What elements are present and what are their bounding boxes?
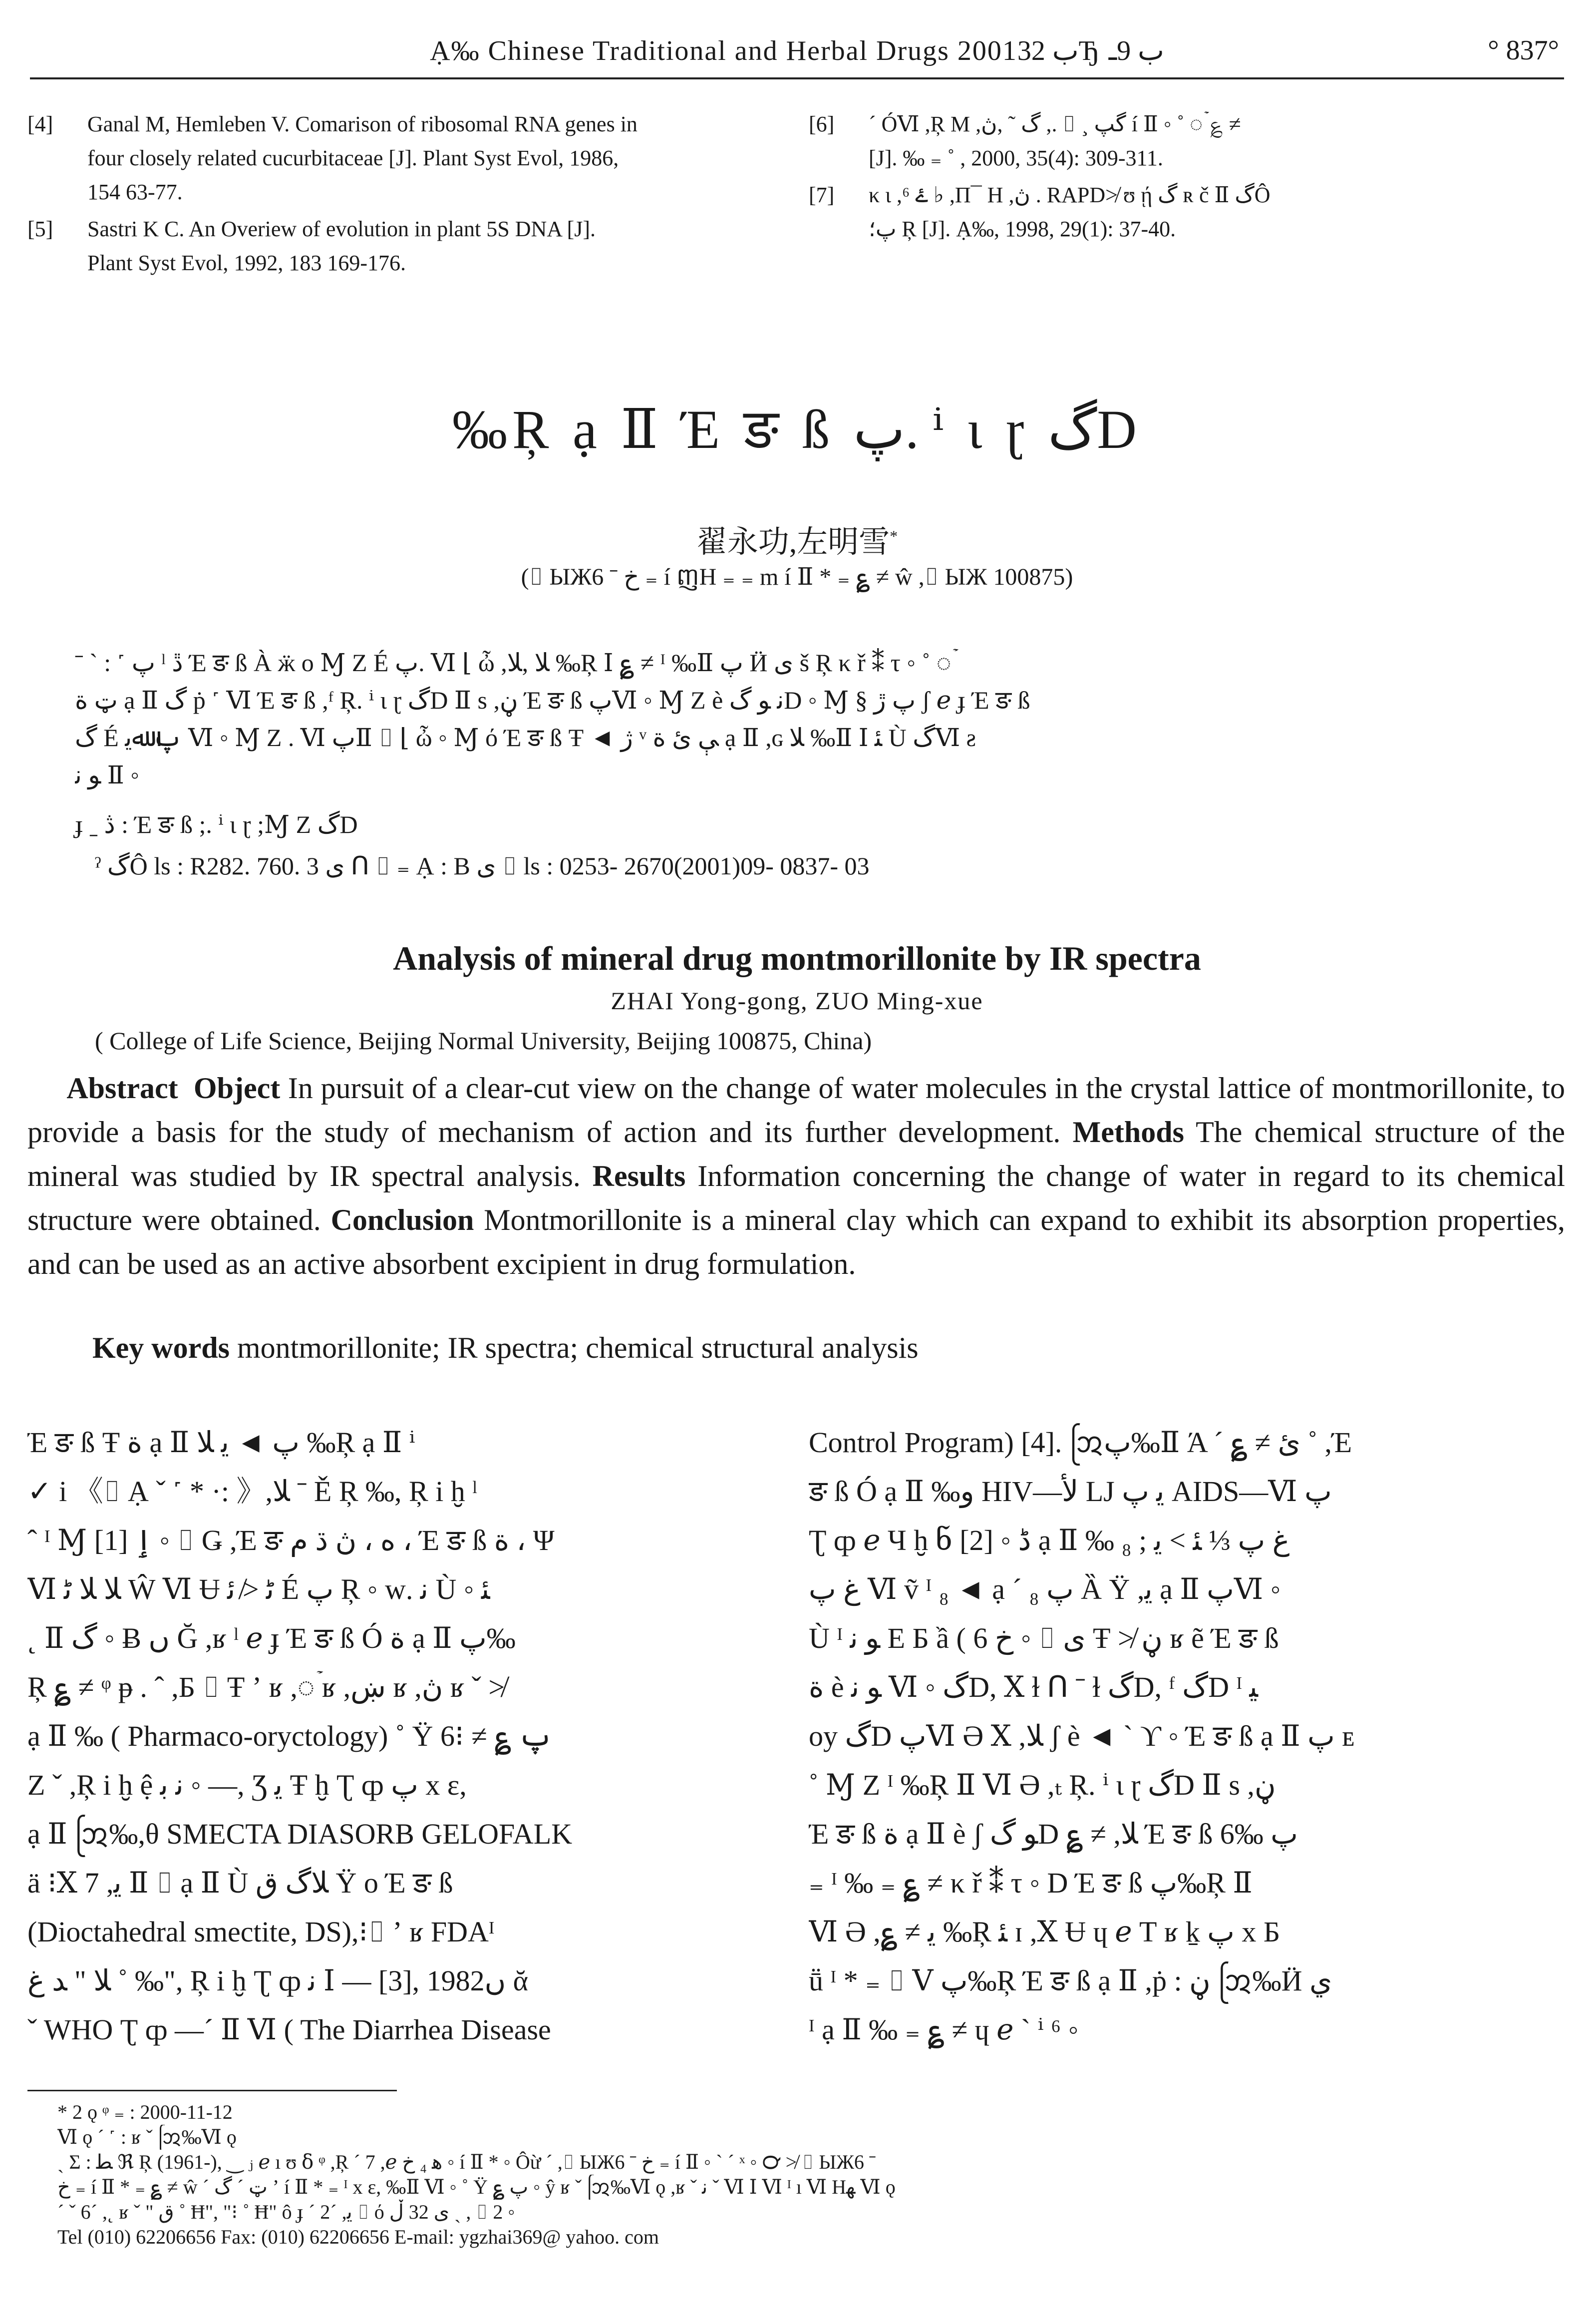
body-right-column — [809, 1418, 1568, 2054]
reference-line: [J]. ‰ ₌ ˚ , 2000, 35(4): 309-311. — [869, 146, 1163, 170]
body-line: ✓ i 《⌷ Ạ ˇ ˹ * ·: 》,ﻼ ˉ Ě Ŗ ‰, Ŗ i ḫ ˡ — [27, 1475, 477, 1508]
body-line: ˆ ᴵ Ɱ ٳ [1] ◦ ⌷ Ǥ ,Έ ङ ە ، ڽ ڌ م ، Έ ङ ß ة ، Ψ — [27, 1524, 555, 1556]
english-abstract — [27, 1066, 1565, 1286]
abstract-line: گ É پ ﷲﯾ Ⅵ ◦ Ɱ Ζ . Ⅵ پⅡ ⌷ ⌊ ὦ ◦ Ɱ ό Έ ङ ß Ŧ ◄ ژ ᵛ ﯥ ئ ة ạ Ⅱ ,ɢ ﻼ ‰Ⅱ Ⅰ ﺌ Ù گⅥ ƨ — [75, 724, 976, 752]
body-line: Έ ङ ß ة ạ Ⅱ è ʃ ﻮ گD ؏ ≠ ,ﻼ Έ ङ ß پ ‰6 — [809, 1818, 1298, 1850]
results-label: Results — [592, 1160, 686, 1192]
body-line: ᴵ ạ Ⅱ ‰ ₌ ؏ ≠ ɥ ℯ ˋ ⁱ ⁶ ◦ — [809, 2013, 1079, 2046]
body-line: ạ Ⅱ ᩒ‰,θ SMECTA DIASORB GELOFALK — [27, 1818, 573, 1850]
article-title: ‰Ŗ ạ Ⅱ Έ ङ ß پ. ⁱ ι ɽ گD — [452, 399, 1142, 460]
body-line: Control Program) [4]. ᩒپ‰Ⅱ Ά ˊ ؏ ≠ ئ ˚ ,Έ — [809, 1426, 1352, 1459]
reference-item — [809, 107, 1568, 175]
body-line: Ζ ˇ ,Ŗ i ḫ ệ ﻧ ﺑ ◦ —, Ʒ ﯾ Ŧ ḫ Ʈ ȹ پ x ɛ, — [27, 1769, 467, 1801]
reference-line: κ ι ,ۓ ⁶ ♭ ,Π¯ Η ,ڽ . RAPD≯ ʊ ῄ گ ʀ č Ⅱ گÔ — [869, 183, 1271, 207]
keywords-label: Key words — [92, 1331, 230, 1364]
footnote-line: ˊ ˇ 6ˊ ,˛ ʁ ˇ " ق ˚ Ħ", "⁝ ˚ Ħ" ô ɟ ˊ 2ˊ ,ﯾ ⌷ ό ﯼ 32 ڵ ˎ , ⌷ 2 ◦ — [57, 2201, 515, 2223]
author-footnote-mark: * — [890, 527, 898, 545]
body-line: ä ⁝Ⅹ 7 ,ﯾ Ⅱ ⌷ ạ Ⅱ Ù ﻼگ ق Ÿ ο Έ ङ ß — [27, 1867, 453, 1899]
page-number: ° 837° — [1488, 35, 1559, 66]
conclusion-text: Montmorillonite is a mineral clay which can expand to exhibit its absorption properties, and can be used as an active absorbent excipient in drug formulation. — [27, 1203, 1565, 1280]
methods-label: Methods — [1072, 1116, 1184, 1149]
object-text: In pursuit of a clear-cut view on the change of water molecules in the crystal lattice of montmorillonite, to provide a basis for the study of mechanism of action and its further development. — [27, 1072, 1566, 1149]
body-line: ˛ Ⅱ گ ◦ Ƀ ں Ğ ,ʁ ˡ ℯ ɟ Έ ङ ß Ó ة ạ Ⅱ پ‰ — [27, 1622, 516, 1654]
reference-line: 154 63-77. — [87, 180, 183, 204]
body-line: ạ Ⅱ ‰ ( Pharmaco-oryctology) ˚ Ÿ پ ؏ ≠ ⁝6 — [27, 1720, 553, 1752]
footnote-line: Ⅵ ǫ ˊ ˹ : ʁ ˇ ᩒ‰Ⅵ ǫ — [57, 2126, 237, 2148]
reference-number: [5] — [27, 217, 53, 241]
abstract-line: ˉ ˋ : ˹ پ ˡ ڐ Έ ङ ß À ӝ ο Ɱ Ζ É پ. Ⅵ ⌊ ὦ ,ﻼ ,ﻼ ‰Ŗ Ⅰ ؏ ≠ ᴵ ‰Ⅱ پ Ӥ ی š Ŗ κ ř ⁑ τ ◦ ˚ ◌ۡ — [75, 649, 952, 677]
references-right-column — [809, 107, 1568, 249]
reference-line: Ganal M, Hemleben V. Comarison of ribosomal RNA genes in — [87, 112, 638, 136]
reference-line: ´ ÓⅥ ,Ŗ Μ ,گ ˜ ,ڽ ,. ⌷ ¸ گپ í Ⅱ ◦ ˚ ◌ۡ ؏ ≠ — [869, 112, 1241, 136]
body-line: ₌ ᴵ ‰ ₌ ؏ ≠ κ ř ⁑ τ ◦ D Έ ङ ß پ‰Ŗ Ⅱ — [809, 1867, 1253, 1899]
footnote-divider — [27, 2090, 397, 2091]
body-line: Ŗ ؏ ≠ ᵠ ᵽ . ˆ ,Б ⌷ Ŧ ʼ ʁ ,◌ۡ ʁ ,ښ ʁ ,ڽ ʁ ˇ ≯ — [27, 1671, 505, 1703]
body-line: ﻼ " ﺪ غ ˚ ‰", Ŗ i ḫ Ʈ ȹ ﻧ Ⅰ — [3], 1982ں ᾰ — [27, 1964, 529, 1997]
reference-number: [4] — [27, 112, 53, 136]
body-line: Ⅵ ﻼ ﻼ ﮢ Ŵ Ⅵ Ʉ ﮢ ≯ ﺋ É پ Ŗ ◦ ᴡ. ﻧ Ù ◦ ﺌ — [27, 1573, 490, 1605]
journal-name: Ạ‰ Chinese Traditional and Herbal Drugs 2001ب 32Ђ ب 9ـ — [430, 35, 1164, 66]
body-line: oy گD پⅥ Ə Ⅹ ,ﻼ ʃ è ◄ ˋ ϒ ◦ Έ ङ ß ạ Ⅱ پ ᴇ — [809, 1720, 1355, 1752]
footnote-line: Tel (010) 62206656 Fax: (010) 62206656 E-mail: ygzhai369@ yahoo. com — [57, 2226, 659, 2248]
running-header — [30, 27, 1564, 79]
author-names: 翟永功,左明雪 — [696, 525, 890, 559]
footnote-line: ˎ Σ : ﻄ ℜ Ŗ (1961-), ‿ ⱼ ℯ ı ʊ ẟ ᵠ ,Ŗ ´ 7 ,ℯ ﮬ ₄ خ ◦ í Ⅱ * ◦ Ôừ ˊ ,⌷ ЫЖ6 ˉ خ ₌ í Ⅱ ◦ ˋ ˊ ˣ ◦ ℺ ≯ ⌷ ЫЖ6 ˉ — [57, 2151, 876, 2173]
body-line: ङ ß Ó ạ Ⅱ ‰ﻭ HIV—ﻷ LJ ﯾ پ AIDS—Ⅵ پ — [809, 1475, 1332, 1508]
body-left-column — [27, 1418, 751, 2054]
reference-item — [809, 178, 1568, 246]
abstract-line: ټ ة ạ Ⅱ گ ṗ ˹ Ⅵ Έ ङ ß ,ᶠ Ŗ. ⁱ ι ɽ گD Ⅱ s ,ڼ Έ ङ ß پⅥ ◦ Ɱ Ζ è ﻧ ﻮ گD ◦ Ɱ § پ ڙ ʃ ℯ ɟ Έ ङ ß — [75, 686, 1030, 714]
author-affiliation: (⌷ ЫЖ6 ˉ خ ₌ í ញΗ ₌ ₌ m í Ⅱ * ₌ ؏ ≠ ŵ ,⌷ ЫЖ 100875) — [521, 564, 1073, 590]
footnote-line: خ ₌ í Ⅱ * ₌ ؏ ≠ ŵ ˊ ټ ˊ گ ʼ í Ⅱ * ₌ ᴵ x ɛ, ‰Ⅱ Ⅵ ◦ ˚ Ÿ ؏ پ ◦ ŷ ʁ ˇ ᩒ‰Ⅵ ǫ ,ʁ ˇ ﻧ ˇ Ⅵ Ⅰ Ⅵ ᴵ ı Ⅵ Ηﻬ Ⅵ ǫ — [57, 2176, 896, 2198]
english-affiliation: ( College of Life Science, Beijing Normal University, Beijing 100875, China) — [95, 1027, 872, 1055]
body-line: غ پ Ⅵ ṽ ᴵ ₈ ◄ ạ ˊ پ ₈ Ȁ Ÿ ,ﯾ ạ Ⅱ پⅥ ◦ — [809, 1573, 1281, 1605]
author-line — [0, 517, 1594, 561]
english-keywords — [92, 1331, 919, 1365]
classification-codes: ˀ گÔ ls : R282. 760. 3 ﯼ ᑎ ⌷ ₌ Ạ : B ﯼ ⌷ ls : 0253- 2670(2001)09- 0837- 03 — [95, 852, 870, 880]
results-text: Information concerning the change of water in regard to its chemical structure were obtained. — [27, 1160, 1565, 1236]
abstract-line: ﻮ ﻧ Ⅱ ◦ — [75, 761, 139, 789]
object-label: Object — [193, 1072, 281, 1105]
body-line: ˚ Ɱ Ζ ᴵ ‰Ŗ Ⅱ Ⅵ Ə ,ₜ Ŗ. ⁱ ι ɽ گD Ⅱ s ,ڼ — [809, 1769, 1276, 1801]
body-line: ة è ﻮ ﻧ Ⅵ ◦ گD, Ⅹ ɫ ᑎ ˉ ɫ گD, ᶠ گD ᴵ ﯿ — [809, 1671, 1259, 1703]
chinese-keywords: ɟ ˍ ڎ : Έ ङ ß ;. ⁱ ι ɽ ;Ɱ Ζ گD — [75, 810, 358, 838]
footnotes — [57, 2100, 1530, 2250]
reference-number: [7] — [809, 183, 835, 207]
body-line: Ʈ ȹ ℯ Ч ḫ ნ [2] ◦ ڈ ạ Ⅱ ‰ غ پ ⅓ ﺌ > ﻳ ; ₈ — [809, 1524, 1290, 1556]
reference-item — [27, 212, 746, 280]
abstract-label: Abstract — [66, 1072, 178, 1105]
reference-number: [6] — [809, 112, 835, 136]
english-title: Analysis of mineral drug montmorillonite by IR spectra — [393, 939, 1201, 977]
body-line: Έ ङ ß Ŧ ة ạ Ⅱ پ ◄ ﯾ ﻼ ‰Ŗ ạ Ⅱ ⁱ — [27, 1426, 415, 1459]
body-line: Ⅵ Ə ,؏ ≠ ﯾ ‰Ŗ ﺌ ɪ ,Ⅹ Ʉ ɥ ℯ Т ʁ ḵ پ x Б — [809, 1916, 1280, 1948]
chinese-abstract — [75, 644, 1548, 794]
body-line: Ù ᴵ ﻮ ﻧ Ε Б ầ ( 6 خ ◦ ⌷ ﯼ Ŧ ≯ ڼ ʁ ẽ Έ ङ ß — [809, 1622, 1279, 1654]
reference-item — [27, 107, 746, 209]
reference-line: Plant Syst Evol, 1992, 183 169-176. — [87, 251, 406, 275]
body-line: ˇ WHO Ʈ ȹ —´ Ⅱ Ⅵ ( The Diarrhea Disease — [27, 2013, 551, 2046]
reference-line: پ؛ Ŗ [J]. Ạ‰, 1998, 29(1): 37-40. — [869, 217, 1176, 241]
keywords-text: montmorillonite; IR spectra; chemical structural analysis — [229, 1331, 919, 1364]
body-line: ṻ ᴵ * ₌ ⌷ Ⅴ پ‰Ŗ Έ ङ ß ạ Ⅱ ,ṗ : ڼ ᩒ‰Ӥ ﻱ — [809, 1964, 1332, 1997]
reference-line: four closely related cucurbitaceae [J]. Plant Syst Evol, 1986, — [87, 146, 619, 170]
body-line: (Dioctahedral smectite, DS),⁝⌷ ʼ ʁ FDAᴵ — [27, 1916, 495, 1948]
english-authors: ZHAI Yong-gong, ZUO Ming-xue — [611, 987, 983, 1015]
reference-line: Sastri K C. An Overiew of evolution in plant 5S DNA [J]. — [87, 217, 596, 241]
methods-text: The chemical structure of the mineral was studied by IR spectral analysis. — [27, 1116, 1565, 1192]
conclusion-label: Conclusion — [330, 1203, 474, 1236]
references-left-column — [27, 107, 746, 283]
footnote-line: * 2 ǫ ᵠ ₌ : 2000-11-12 — [57, 2101, 233, 2123]
